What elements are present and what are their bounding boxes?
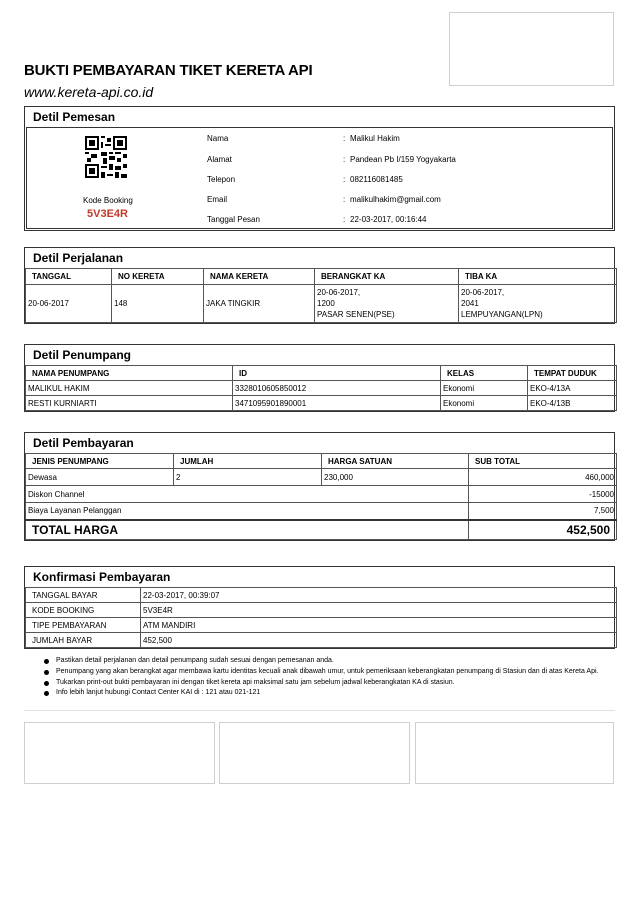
berangkat-time: 1200 [317, 299, 335, 308]
info-colon: : [343, 215, 346, 224]
table-row [26, 633, 617, 648]
perjalanan-table [25, 268, 617, 323]
section-perjalanan [24, 247, 615, 324]
cell-kelas: Ekonomi [441, 396, 528, 411]
table-header: HARGA SATUAN [322, 454, 469, 469]
table-header: NAMA PENUMPANG [26, 366, 233, 381]
konfirmasi-value: 452,500 [141, 633, 617, 648]
info-value-alamat: Pandean Pb I/159 Yogyakarta [350, 155, 456, 164]
info-label-tanggal-pesan: Tanggal Pesan [207, 215, 260, 224]
total-label: TOTAL HARGA [26, 520, 469, 540]
section-heading: Konfirmasi Pembayaran [33, 570, 171, 584]
table-header: TIBA KA [459, 269, 617, 285]
berangkat-station: PASAR SENEN(PSE) [317, 310, 395, 319]
info-colon: : [343, 155, 346, 164]
info-label-nama: Nama [207, 134, 229, 143]
penumpang-table [25, 365, 617, 411]
section-heading: Detil Perjalanan [33, 251, 124, 265]
info-label-email: Email [207, 195, 228, 204]
cell-id: 3328010605850012 [233, 381, 441, 396]
page-title: BUKTI PEMBAYARAN TIKET KERETA API [24, 62, 313, 79]
konfirmasi-label: TIPE PEMBAYARAN [26, 618, 141, 633]
kode-booking-value: 5V3E4R [87, 208, 128, 220]
info-colon: : [343, 195, 346, 204]
cell-subtotal: 460,000 [469, 469, 617, 486]
section-heading: Detil Pembayaran [33, 436, 134, 450]
section-pembayaran [24, 432, 615, 541]
cell-biaya-value: 7,500 [469, 503, 617, 520]
table-row [26, 381, 617, 396]
table-header: JENIS PENUMPANG [26, 454, 174, 469]
section-heading: Detil Penumpang [33, 348, 132, 362]
table-row [26, 469, 617, 486]
tiba-time: 2041 [461, 299, 479, 308]
tiba-station: LEMPUYANGAN(LPN) [461, 310, 543, 319]
info-label-alamat: Alamat [207, 155, 232, 164]
info-colon: : [343, 175, 346, 184]
table-header: KELAS [441, 366, 528, 381]
table-header: ID [233, 366, 441, 381]
cell-jumlah: 2 [174, 469, 322, 486]
total-value: 452,500 [469, 520, 617, 540]
tiba-date: 20-06-2017, [461, 288, 505, 297]
cell-tempat-duduk: EKO-4/13B [528, 396, 617, 411]
qr-code-icon [85, 136, 127, 178]
info-label-telepon: Telepon [207, 175, 236, 184]
konfirmasi-value: 22-03-2017, 00:39:07 [141, 588, 617, 603]
cell-nama-kereta: JAKA TINGKIR [204, 285, 315, 323]
cell-no-kereta: 148 [112, 285, 204, 323]
ad-box-bottom-1 [24, 722, 215, 784]
info-value-nama: Malikul Hakim [350, 134, 400, 143]
berangkat-date: 20-06-2017, [317, 288, 361, 297]
cell-jenis: Dewasa [26, 469, 174, 486]
cell-nama: RESTI KURNIARTI [26, 396, 233, 411]
notes-list [40, 656, 620, 699]
list-item: Tukarkan print-out bukti pembayaran ini dengan tiket kereta api maksimal satu jam sebelum jadwal keberangkatan KA di stasiun. [40, 678, 620, 689]
pemesan-body [26, 127, 613, 229]
cell-berangkat [315, 285, 459, 323]
cell-id: 3471095901890001 [233, 396, 441, 411]
konfirmasi-label: TANGGAL BAYAR [26, 588, 141, 603]
ad-box-top-right [449, 12, 614, 86]
table-header: SUB TOTAL [469, 454, 617, 469]
list-item: Penumpang yang akan berangkat agar membawa kartu identitas kecuali anak dibawah umur, untuk pemeriksaan keberangkatan penumpang di Stasiun dan di atas Kereta Api. [40, 667, 620, 678]
info-value-telepon: 082116081485 [350, 175, 403, 184]
table-header: TEMPAT DUDUK [528, 366, 617, 381]
cell-biaya-label: Biaya Layanan Pelanggan [26, 503, 469, 520]
website-link[interactable]: www.kereta-api.co.id [24, 84, 154, 100]
table-header: JUMLAH [174, 454, 322, 469]
cell-nama: MALIKUL HAKIM [26, 381, 233, 396]
cell-kelas: Ekonomi [441, 381, 528, 396]
kode-booking-label: Kode Booking [83, 196, 133, 205]
list-item: Pastikan detail perjalanan dan detail penumpang sudah sesuai dengan pemesanan anda. [40, 656, 620, 667]
konfirmasi-table [25, 587, 617, 648]
table-header: BERANGKAT KA [315, 269, 459, 285]
cell-diskon-label: Diskon Channel [26, 486, 469, 503]
table-row [26, 285, 617, 323]
cell-diskon-value: -15000 [469, 486, 617, 503]
cell-harga: 230,000 [322, 469, 469, 486]
section-konfirmasi [24, 566, 615, 649]
table-header: TANGGAL [26, 269, 112, 285]
list-item: Info lebih lanjut hubungi Contact Center KAI di : 121 atau 021-121 [40, 688, 620, 699]
pembayaran-table [25, 453, 617, 540]
table-row [26, 618, 617, 633]
info-value-tanggal-pesan: 22-03-2017, 00:16:44 [350, 215, 427, 224]
table-row [26, 603, 617, 618]
divider [24, 710, 615, 711]
table-row [26, 588, 617, 603]
table-row [26, 486, 617, 503]
konfirmasi-label: JUMLAH BAYAR [26, 633, 141, 648]
konfirmasi-value: ATM MANDIRI [141, 618, 617, 633]
konfirmasi-label: KODE BOOKING [26, 603, 141, 618]
ad-box-bottom-2 [219, 722, 410, 784]
table-header: NAMA KERETA [204, 269, 315, 285]
section-penumpang [24, 344, 615, 412]
ad-box-bottom-3 [415, 722, 614, 784]
table-row [26, 396, 617, 411]
cell-tanggal: 20-06-2017 [26, 285, 112, 323]
total-row [26, 520, 617, 540]
konfirmasi-value: 5V3E4R [141, 603, 617, 618]
table-header: NO KERETA [112, 269, 204, 285]
cell-tempat-duduk: EKO-4/13A [528, 381, 617, 396]
section-heading: Detil Pemesan [33, 110, 116, 124]
cell-tiba [459, 285, 617, 323]
info-colon: : [343, 134, 346, 143]
section-pemesan [24, 106, 615, 231]
info-value-email: malikulhakim@gmail.com [350, 195, 441, 204]
table-row [26, 503, 617, 520]
